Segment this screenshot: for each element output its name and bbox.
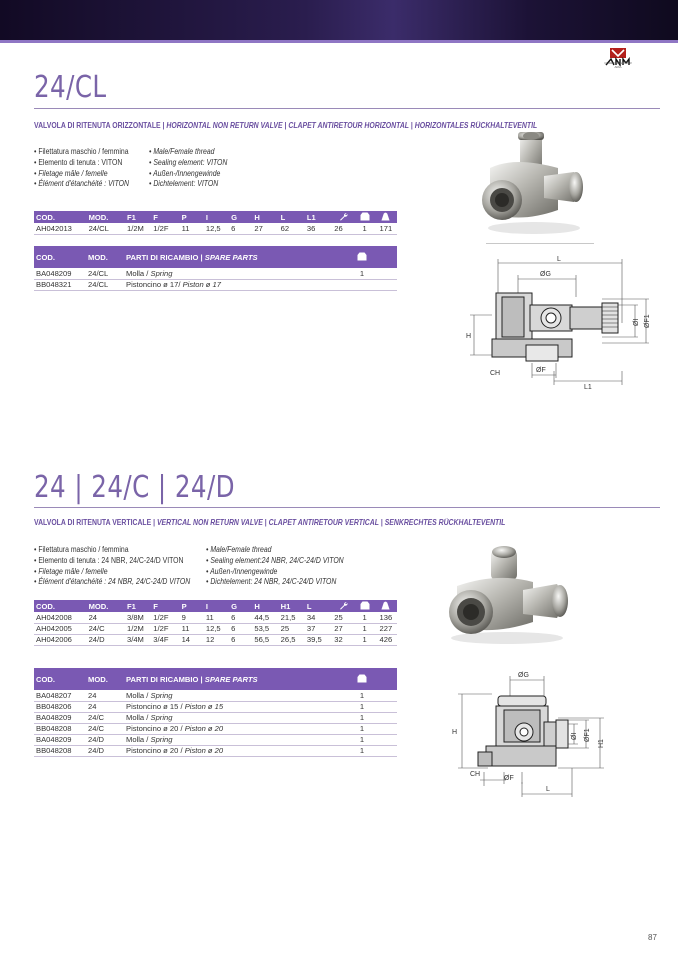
- subtitle-fr: CLAPET ANTIRETOUR HORIZONTAL: [288, 121, 410, 130]
- dim-label-i: ØI: [571, 732, 578, 740]
- dim-label-f: ØF: [504, 775, 514, 782]
- cell: 11: [180, 623, 204, 634]
- table-row: [34, 734, 397, 745]
- cell: Pistoncino ø 15 / Piston ø 15: [124, 701, 351, 712]
- dim-label-l: L: [546, 786, 550, 793]
- cell: 3/4F: [151, 634, 179, 645]
- weight-icon: [381, 601, 390, 610]
- cell: 6: [229, 634, 252, 645]
- cell: 24/CL: [86, 268, 124, 279]
- table-row: [34, 712, 397, 723]
- spare-title-en: SPARE PARTS: [204, 674, 258, 684]
- cell: 1: [351, 745, 373, 756]
- col-mod: MOD.: [87, 600, 125, 612]
- cell: 56,5: [252, 634, 278, 645]
- col-g: G: [229, 211, 252, 223]
- col-l: L: [279, 211, 305, 223]
- cell: 1: [351, 690, 373, 701]
- cell: BA048209: [34, 712, 86, 723]
- part-name-it: Pistoncino ø 15: [126, 702, 179, 711]
- cell: 24: [86, 701, 124, 712]
- feature-item: • Filetage mâle / femelle: [34, 566, 108, 576]
- cell: 36: [305, 223, 332, 234]
- subtitle-en: VERTICAL NON RETURN VALVE: [156, 518, 263, 527]
- cell: 171: [375, 223, 397, 234]
- cell: 1/2M: [125, 223, 151, 234]
- spare-header-row: [34, 246, 397, 268]
- cell: 1: [354, 223, 374, 234]
- col-f: F: [151, 600, 179, 612]
- col-f1: F1: [125, 211, 151, 223]
- dim-label-g: ØG: [518, 672, 529, 679]
- col-mod: MOD.: [86, 668, 124, 690]
- spare-title-it: PARTI DI RICAMBIO: [126, 674, 199, 684]
- table-row: [34, 723, 397, 734]
- part-name-en: Spring: [150, 690, 173, 700]
- part-name-it: Molla: [126, 735, 145, 744]
- table-row: [34, 623, 397, 634]
- cell: BA048209: [34, 268, 86, 279]
- dim-label-l1: L1: [584, 384, 592, 391]
- cell: 1: [351, 712, 373, 723]
- subtitle-fr: CLAPET ANTIRETOUR VERTICAL: [268, 518, 379, 527]
- spare-title-it: PARTI DI RICAMBIO: [126, 252, 199, 262]
- part-name-en: Spring: [150, 735, 173, 744]
- col-p: P: [180, 211, 204, 223]
- cell: 136: [375, 612, 397, 623]
- cell: 24/CL: [87, 223, 125, 234]
- feature-item: • Elemento di tenuta : VITON: [34, 157, 123, 167]
- col-cod: COD.: [34, 246, 86, 268]
- features-left: [34, 545, 190, 588]
- col-box: [351, 246, 373, 268]
- spare-parts-table: [34, 668, 397, 757]
- cell: Molla / Spring: [124, 712, 351, 723]
- spare-title-en: SPARE PARTS: [204, 252, 258, 262]
- part-name-en: Spring: [150, 268, 173, 278]
- dim-label-h1: H1: [598, 739, 605, 748]
- col-weight: [375, 600, 397, 612]
- cell: 1: [354, 634, 374, 645]
- col-box: [354, 600, 374, 612]
- cell: AH042008: [34, 612, 87, 623]
- photo-separator: [486, 243, 594, 244]
- cell: [373, 279, 397, 290]
- section-rule: [34, 108, 660, 109]
- cell: 14: [180, 634, 204, 645]
- cell: [351, 279, 373, 290]
- cell: 32: [332, 634, 354, 645]
- cell: AH042013: [34, 223, 87, 234]
- technical-drawing-24: [448, 668, 618, 798]
- spare-parts-table: [34, 246, 397, 291]
- feature-item: • Male/Female thread: [149, 147, 215, 156]
- cell: 39,5: [305, 634, 332, 645]
- subtitle-it: VALVOLA DI RITENUTA VERTICALE: [34, 518, 152, 527]
- cell: 6: [229, 612, 252, 623]
- part-name-it: Molla: [126, 268, 145, 278]
- col-spacer: [373, 246, 397, 268]
- col-box: [354, 211, 374, 223]
- cell: 3/8M: [125, 612, 151, 623]
- cell: 26: [332, 223, 354, 234]
- cell: 9: [180, 612, 204, 623]
- cell: 12,5: [204, 223, 229, 234]
- section-title-24cl: 24/CL: [34, 70, 107, 105]
- cell: 21,5: [279, 612, 305, 623]
- cell: Pistoncino ø 20 / Piston ø 20: [124, 745, 351, 756]
- part-name-en: Piston ø 20: [184, 724, 224, 733]
- col-spacer: [373, 668, 397, 690]
- cell: 24: [86, 690, 124, 701]
- part-name-en: Piston ø 15: [184, 702, 224, 711]
- subtitle-de: SENKRECHTES RÜCKHALTEVENTIL: [384, 518, 506, 527]
- product-photo-24cl: [474, 128, 586, 236]
- cell: 227: [375, 623, 397, 634]
- cell: 1: [354, 612, 374, 623]
- col-l: L: [305, 600, 332, 612]
- cell: 24/C: [86, 712, 124, 723]
- section-title-24: 24 | 24/C | 24/D: [34, 470, 236, 505]
- cell: BA048209: [34, 734, 86, 745]
- col-h1: H1: [279, 600, 305, 612]
- col-cod: COD.: [34, 211, 87, 223]
- cell: 12: [204, 634, 229, 645]
- dim-label-f1: ØF1: [644, 314, 651, 328]
- col-mod: MOD.: [86, 246, 124, 268]
- table-row: [34, 268, 397, 279]
- cell: Molla / Spring: [124, 268, 351, 279]
- cell: BB048206: [34, 701, 86, 712]
- feature-item: • Sealing element:24 NBR, 24/C-24/D VITON: [206, 555, 344, 565]
- table-row: [34, 223, 397, 234]
- feature-item: • Dichtelement: VITON: [149, 179, 219, 189]
- cell: Molla / Spring: [124, 734, 351, 745]
- top-banner-accent-line: [0, 40, 678, 43]
- feature-item: • Male/Female thread: [206, 545, 272, 554]
- cell: 34: [305, 612, 332, 623]
- feature-item: • Élément d'étanchéité : VITON: [34, 179, 130, 189]
- cell: BA048207: [34, 690, 86, 701]
- cell: 1: [354, 623, 374, 634]
- cell: 1/2M: [125, 623, 151, 634]
- dim-label-g: ØG: [540, 271, 551, 278]
- col-f: F: [151, 211, 179, 223]
- col-box: [351, 668, 373, 690]
- feature-item: • Elemento di tenuta : 24 NBR, 24/C-24/D VITON: [34, 555, 184, 565]
- part-name-it: Pistoncino ø 17: [126, 280, 179, 289]
- cell: 11: [180, 223, 204, 234]
- cell: 24/CL: [86, 279, 124, 290]
- col-i: I: [204, 600, 229, 612]
- spare-header-row: [34, 668, 397, 690]
- feature-item: • Filettatura maschio / femmina: [34, 147, 129, 156]
- cell: [373, 701, 397, 712]
- col-wrench: [332, 600, 354, 612]
- cell: 37: [305, 623, 332, 634]
- table-row: [34, 745, 397, 756]
- cell: 1: [351, 734, 373, 745]
- cell: 1: [351, 723, 373, 734]
- subtitle-it: VALVOLA DI RITENUTA ORIZZONTALE: [34, 121, 161, 130]
- section-subtitle: VALVOLA DI RITENUTA VERTICALE | VERTICAL NON RETURN VALVE | CLAPET ANTIRETOUR VERTICAL | SENKRECHTES RÜCKHALTEVENTIL: [34, 518, 506, 527]
- part-name-en: Piston ø 20: [184, 746, 224, 755]
- cell: BB048208: [34, 723, 86, 734]
- feature-item: • Außen-/Innengewinde: [149, 168, 221, 178]
- section-subtitle: VALVOLA DI RITENUTA ORIZZONTALE | HORIZONTAL NON RETURN VALVE | CLAPET ANTIRETOUR HORIZONTAL | HORIZONTALES RÜCKHALTEVENTIL: [34, 121, 538, 130]
- subtitle-en: HORIZONTAL NON RETURN VALVE: [166, 121, 283, 130]
- cell: BB048208: [34, 745, 86, 756]
- feature-item: • Filettatura maschio / femmina: [34, 545, 129, 554]
- part-name-en: Piston ø 17: [182, 280, 221, 289]
- cell: 62: [279, 223, 305, 234]
- cell: Molla / Spring: [124, 690, 351, 701]
- cell: 27: [332, 623, 354, 634]
- cell: 53,5: [252, 623, 278, 634]
- col-p: P: [180, 600, 204, 612]
- box-icon: [360, 212, 370, 221]
- section-rule: [34, 507, 660, 508]
- feature-item: • Außen-/Innengewinde: [206, 566, 278, 576]
- cell: 24/C: [86, 723, 124, 734]
- dim-label-ch: CH: [490, 370, 501, 377]
- col-spare-title: PARTI DI RICAMBIO | SPARE PARTS: [124, 668, 351, 690]
- cell: 24/D: [86, 734, 124, 745]
- feature-item: • Filetage mâle / femelle: [34, 168, 108, 178]
- cell: 24/D: [86, 745, 124, 756]
- cell: AH042006: [34, 634, 87, 645]
- col-h: H: [252, 211, 278, 223]
- table-header-row: [34, 600, 397, 612]
- dim-label-ch: CH: [470, 771, 481, 778]
- product-table: [34, 600, 397, 646]
- wrench-icon: [339, 601, 348, 610]
- features-left: [34, 147, 129, 190]
- cell: 24: [87, 612, 125, 623]
- feature-item: • Sealing element: VITON: [149, 157, 228, 167]
- cell: AH042005: [34, 623, 87, 634]
- features-right: [206, 545, 344, 588]
- cell: Pistoncino ø 20 / Piston ø 20: [124, 723, 351, 734]
- cell: 426: [375, 634, 397, 645]
- dim-label-f: ØF: [536, 367, 546, 374]
- part-name-it: Molla: [126, 713, 145, 722]
- col-i: I: [204, 211, 229, 223]
- features-right: [149, 147, 227, 190]
- cell: [373, 712, 397, 723]
- box-icon: [360, 601, 370, 610]
- cell: 1/2F: [151, 623, 179, 634]
- logo-caption: COMPONENTI PER ARIA: [604, 61, 632, 69]
- col-mod: MOD.: [87, 211, 125, 223]
- feature-item: • Élément d'étanchéité : 24 NBR, 24/C-24/D VITON: [34, 577, 191, 587]
- part-name-en: Spring: [150, 713, 173, 722]
- dim-label-l: L: [557, 256, 561, 263]
- dim-label-i: ØI: [633, 318, 640, 326]
- cell: BB048321: [34, 279, 86, 290]
- cell: [373, 723, 397, 734]
- feature-item: • Dichtelement: 24 NBR, 24/C-24/D VITON: [206, 577, 337, 587]
- product-table: [34, 211, 397, 235]
- wrench-icon: [339, 212, 348, 221]
- table-row: [34, 690, 397, 701]
- cell: [373, 734, 397, 745]
- part-name-it: Pistoncino ø 20: [126, 746, 179, 755]
- col-f1: F1: [125, 600, 151, 612]
- table-row: [34, 612, 397, 623]
- table-row: [34, 701, 397, 712]
- cell: 1: [351, 701, 373, 712]
- col-cod: COD.: [34, 600, 87, 612]
- product-photo-24: [437, 542, 577, 646]
- box-icon: [357, 252, 367, 261]
- table-header-row: [34, 211, 397, 223]
- col-cod: COD.: [34, 668, 86, 690]
- cell: 1: [351, 268, 373, 279]
- top-banner: [0, 0, 678, 42]
- box-icon: [357, 674, 367, 683]
- cell: 1/2F: [151, 612, 179, 623]
- col-spare-title: PARTI DI RICAMBIO | SPARE PARTS: [124, 246, 351, 268]
- dim-label-f1: ØF1: [584, 728, 591, 742]
- technical-drawing-24cl: [452, 253, 662, 393]
- cell: 25: [332, 612, 354, 623]
- part-name-it: Molla: [126, 690, 145, 700]
- cell: 11: [204, 612, 229, 623]
- cell: 44,5: [252, 612, 278, 623]
- subtitle-de: HORIZONTALES RÜCKHALTEVENTIL: [414, 121, 538, 130]
- cell: 26,5: [279, 634, 305, 645]
- cell: 25: [279, 623, 305, 634]
- table-row: [34, 634, 397, 645]
- cell: 6: [229, 623, 252, 634]
- cell: [373, 268, 397, 279]
- col-g: G: [229, 600, 252, 612]
- cell: 1/2F: [151, 223, 179, 234]
- cell: [373, 745, 397, 756]
- cell: 24/C: [87, 623, 125, 634]
- col-h: H: [252, 600, 278, 612]
- table-row: [34, 279, 397, 290]
- cell: [373, 690, 397, 701]
- cell: 3/4M: [125, 634, 151, 645]
- cell: Pistoncino ø 17/ Piston ø 17: [124, 279, 351, 290]
- dim-label-h: H: [452, 729, 458, 736]
- cell: 6: [229, 223, 252, 234]
- dim-label-h: H: [466, 333, 472, 340]
- weight-icon: [381, 212, 390, 221]
- col-weight: [375, 211, 397, 223]
- col-wrench: [332, 211, 354, 223]
- cell: 12,5: [204, 623, 229, 634]
- col-l1: L1: [305, 211, 332, 223]
- part-name-it: Pistoncino ø 20: [126, 724, 179, 733]
- cell: 27: [252, 223, 278, 234]
- cell: 24/D: [87, 634, 125, 645]
- page-number: 87: [648, 933, 657, 942]
